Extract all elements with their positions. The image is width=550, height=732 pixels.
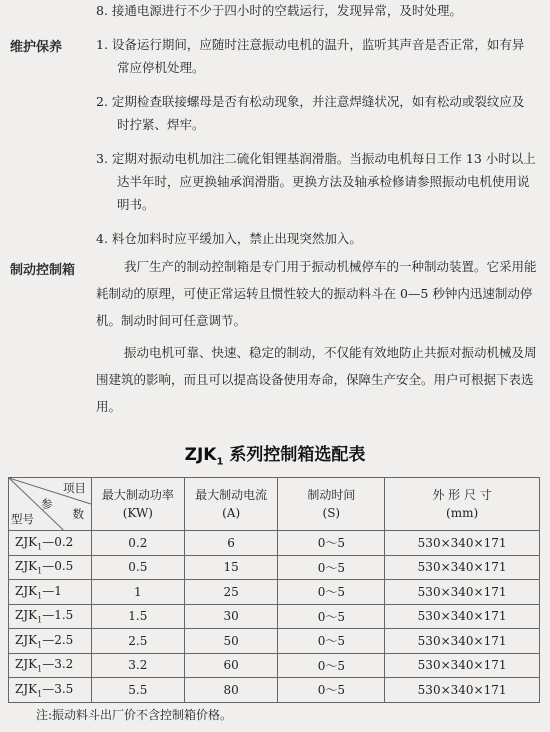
power-cell: 1 <box>91 580 184 605</box>
model-name: ZJK <box>15 583 38 598</box>
header-unit: (S) <box>322 506 341 520</box>
table-title-subscript: 1 <box>216 456 224 468</box>
header-cell-time <box>278 478 385 531</box>
current-cell: 25 <box>184 580 278 605</box>
model-subscript: 1 <box>37 566 43 576</box>
table-title-prefix: ZJK <box>184 445 217 465</box>
maintenance-label: 维护保养 <box>10 40 63 55</box>
model-cell <box>9 629 92 654</box>
table-row <box>9 555 540 580</box>
brake-box-paragraph-line: 用。 <box>96 399 122 414</box>
brake-box-paragraph-line: 我厂生产的制动控制箱是专门用于振动机械停车的一种制动装置。它采用能 <box>124 259 537 274</box>
model-suffix: —3.5 <box>42 681 74 696</box>
model-name: ZJK <box>15 608 38 623</box>
time-cell: 0～5 <box>278 580 385 605</box>
model-suffix: —0.5 <box>42 559 74 574</box>
intro-line: 8. 接通电源进行不少于四小时的空载运行，发现异常，及时处理。 <box>96 3 462 18</box>
model-subscript: 1 <box>37 639 43 649</box>
power-cell: 2.5 <box>91 629 184 654</box>
model-subscript: 1 <box>37 688 43 698</box>
maintenance-item-line: 3. 定期对振动电机加注二硫化钼锂基润滑脂。当振动电机每日工作 13 小时以上 <box>96 151 536 166</box>
current-cell: 60 <box>184 653 278 678</box>
size-cell: 530×340×171 <box>385 678 540 703</box>
header-unit: (mm) <box>446 506 479 520</box>
corner-label-param: 数 <box>72 507 84 521</box>
model-cell <box>9 653 92 678</box>
model-name: ZJK <box>15 632 38 647</box>
time-cell: 0～5 <box>278 555 385 580</box>
model-subscript: 1 <box>37 664 43 674</box>
size-cell: 530×340×171 <box>385 555 540 580</box>
brake-box-paragraph-line: 机。制动时间可任意调节。 <box>96 313 247 328</box>
size-cell: 530×340×171 <box>385 531 540 556</box>
header-cell-size <box>385 478 540 531</box>
current-cell: 15 <box>184 555 278 580</box>
corner-label-param: 参 <box>41 497 53 511</box>
model-name: ZJK <box>15 559 38 574</box>
brake-box-paragraph-line: 耗制动的原理，可使正常运转且惯性较大的振动料斗在 0—5 秒钟内迅速制动停 <box>96 286 533 301</box>
spec-table <box>8 477 540 703</box>
time-cell: 0～5 <box>278 653 385 678</box>
model-subscript: 1 <box>37 615 43 625</box>
table-row <box>9 580 540 605</box>
power-cell: 0.5 <box>91 555 184 580</box>
corner-label-item: 项目 <box>62 481 86 495</box>
current-cell: 50 <box>184 629 278 654</box>
table-title-suffix: 系列控制箱选配表 <box>223 445 366 465</box>
maintenance-item-line: 4. 料仓加料时应平缓加入，禁止出现突然加入。 <box>96 231 362 246</box>
model-cell <box>9 604 92 629</box>
header-line: 最大制动电流 <box>195 488 268 502</box>
table-row <box>9 678 540 703</box>
model-cell <box>9 555 92 580</box>
power-cell: 3.2 <box>91 653 184 678</box>
time-cell: 0～5 <box>278 531 385 556</box>
brake-box-paragraph-line: 围建筑的影响，而且可以提高设备使用寿命，保障生产安全。用户可根据下表选 <box>96 372 534 387</box>
power-cell: 0.2 <box>91 531 184 556</box>
size-cell: 530×340×171 <box>385 653 540 678</box>
time-cell: 0～5 <box>278 678 385 703</box>
header-line: 制动时间 <box>307 488 356 502</box>
header-unit: (KW) <box>122 506 153 520</box>
table-title <box>0 440 550 467</box>
model-cell <box>9 580 92 605</box>
table-row <box>9 653 540 678</box>
corner-cell <box>9 478 92 531</box>
maintenance-item-line: 达半年时，应更换轴承润滑脂。更换方法及轴承检修请参照振动电机使用说 <box>117 174 530 189</box>
size-cell: 530×340×171 <box>385 580 540 605</box>
model-suffix: —2.5 <box>42 632 74 647</box>
model-suffix: —0.2 <box>42 534 74 549</box>
model-cell <box>9 678 92 703</box>
current-cell: 80 <box>184 678 278 703</box>
size-cell: 530×340×171 <box>385 604 540 629</box>
current-cell: 30 <box>184 604 278 629</box>
power-cell: 1.5 <box>91 604 184 629</box>
model-suffix: —1.5 <box>42 608 74 623</box>
brake-box-label: 制动控制箱 <box>10 263 76 278</box>
model-subscript: 1 <box>37 541 43 551</box>
model-suffix: —1 <box>42 583 62 598</box>
maintenance-item-line: 2. 定期检查联接螺母是否有松动现象，并注意焊缝状况，如有松动或裂纹应及 <box>96 94 525 109</box>
time-cell: 0～5 <box>278 629 385 654</box>
table-row <box>9 531 540 556</box>
model-cell <box>9 531 92 556</box>
table-header-row <box>9 478 540 531</box>
maintenance-item-line: 常应停机处理。 <box>117 60 205 75</box>
maintenance-item-line: 明书。 <box>117 197 155 212</box>
table-row <box>9 629 540 654</box>
footnote: 注:振动料斗出厂价不含控制箱价格。 <box>36 708 233 722</box>
time-cell: 0～5 <box>278 604 385 629</box>
model-name: ZJK <box>15 657 38 672</box>
corner-label-model: 型号 <box>11 512 34 526</box>
header-line: 外 形 尺 寸 <box>432 488 492 502</box>
size-cell: 530×340×171 <box>385 629 540 654</box>
model-subscript: 1 <box>37 590 43 600</box>
header-unit: (A) <box>222 506 241 520</box>
header-cell-power <box>91 478 184 531</box>
current-cell: 6 <box>184 531 278 556</box>
model-suffix: —3.2 <box>42 657 74 672</box>
maintenance-item-line: 1. 设备运行期间，应随时注意振动电机的温升，监听其声音是否正常，如有异 <box>96 37 525 52</box>
model-name: ZJK <box>15 681 38 696</box>
header-line: 最大制动功率 <box>101 488 174 502</box>
brake-box-paragraph-line: 振动电机可靠、快速、稳定的制动，不仅能有效地防止共振对振动机械及周 <box>124 345 537 360</box>
maintenance-item-line: 时拧紧、焊牢。 <box>117 117 205 132</box>
header-cell-current <box>184 478 278 531</box>
model-name: ZJK <box>15 534 38 549</box>
table-row <box>9 604 540 629</box>
power-cell: 5.5 <box>91 678 184 703</box>
